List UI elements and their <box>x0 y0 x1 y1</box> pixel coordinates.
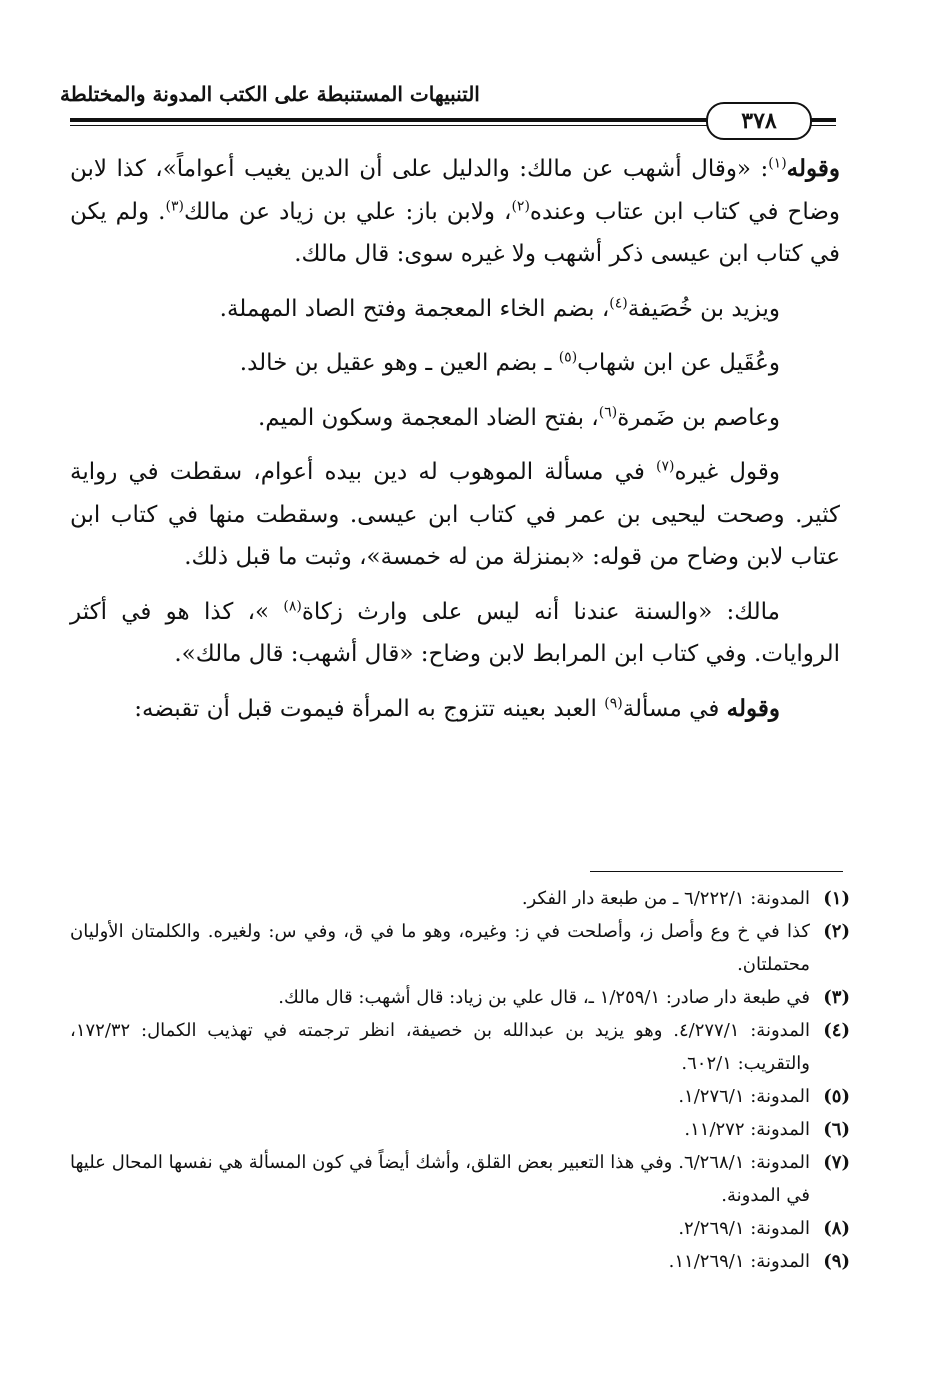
footnote-ref-7: (٧) <box>655 458 675 475</box>
paragraph-text: . ولم يكن في كتاب ابن عيسى ذكر أشهب ولا غيره سوى: قال مالك. <box>70 198 840 267</box>
footnote-number: (٥) <box>823 1086 850 1107</box>
footnote-ref-5: (٥) <box>558 349 578 366</box>
paragraph-6 <box>70 591 840 676</box>
paragraph-5 <box>70 451 840 579</box>
footnote <box>70 882 850 915</box>
running-title: التنبيهات المستنبطة على الكتب المدونة والمختلطة <box>60 82 480 106</box>
paragraph-1 <box>70 148 840 276</box>
footnote-text: المدونة: ٦/٢٢٢/١ ـ من طبعة دار الفكر. <box>521 888 810 909</box>
main-text <box>70 148 840 742</box>
footnotes <box>70 882 850 1278</box>
paragraph-4 <box>70 397 840 440</box>
footnote <box>70 1014 850 1080</box>
footnote-separator <box>590 871 843 872</box>
footnote <box>70 1212 850 1245</box>
footnote-ref-3: (٣) <box>165 197 184 214</box>
footnote-text: المدونة: ٢/٢٦٩/١. <box>678 1218 810 1239</box>
paragraph-text: وقول غيره <box>674 459 780 485</box>
footnote-ref-9: (٩) <box>604 694 623 711</box>
footnote <box>70 1080 850 1113</box>
paragraph-text: وعُقَيل عن ابن شهاب <box>577 350 780 376</box>
footnote <box>70 981 850 1014</box>
footnote-text: المدونة: ١١/٢٦٩/١. <box>668 1251 810 1272</box>
paragraph-text: »، كذا هو في أكثر الروايات. وفي كتاب ابن المرابط لابن وضاح: «قال أشهب: قال مالك». <box>70 598 840 667</box>
footnote-number: (٤) <box>823 1020 850 1041</box>
footnote-text: في طبعة دار صادر: ١/٢٥٩/١ ـ، قال علي بن زياد: قال أشهب: قال مالك. <box>278 987 810 1008</box>
paragraph-3 <box>70 342 840 385</box>
footnote-text: المدونة: ٤/٢٧٧/١. وهو يزيد بن عبدالله بن خصيفة، انظر ترجمته في تهذيب الكمال: ١٧٢/٣٢، والتقريب: ٦٠٢/١. <box>70 1020 810 1074</box>
footnote-ref-1: (١) <box>768 155 787 172</box>
paragraph-text: العبد بعينه تتزوج به المرأة فيموت قبل أن تقبضه: <box>134 695 605 722</box>
page-number: ٣٧٨ <box>706 102 812 140</box>
footnote-number: (٩) <box>823 1251 850 1272</box>
paragraph-text: ويزيد بن خُصَيفة <box>627 295 780 322</box>
footnote-text: المدونة: ١١/٢٧٢. <box>684 1119 810 1140</box>
paragraph-7 <box>70 688 840 731</box>
paragraph-text: : «وقال أشهب عن مالك: والدليل على أن الدين يغيب أعواماً»، كذا لابن وضاح في كتاب ابن عتاب وعنده <box>70 156 840 225</box>
footnote-number: (٢) <box>823 921 850 942</box>
footnote-text: كذا في خ وع وأصل ز، وأصلحت في ز: وغيره، وهو ما في ق، وفي س: ولغيره. والكلمتان الأوليان محتملتان. <box>70 921 810 975</box>
paragraph-text: ، بفتح الضاد المعجمة وسكون الميم. <box>257 404 599 431</box>
footnote-number: (٦) <box>823 1119 850 1140</box>
footnote-ref-4: (٤) <box>609 294 628 311</box>
footnote <box>70 1113 850 1146</box>
lead-word: وقوله <box>786 155 840 182</box>
footnote <box>70 1146 850 1212</box>
footnote-number: (٨) <box>823 1218 850 1239</box>
paragraph-text: في مسألة <box>622 695 727 722</box>
paragraph-text: ، ولابن باز: علي بن زياد عن مالك <box>183 198 512 225</box>
footnote-ref-8: (٨) <box>283 597 302 614</box>
footnote-ref-6: (٦) <box>598 403 618 420</box>
footnote <box>70 915 850 981</box>
lead-word: وقوله <box>726 694 780 722</box>
paragraph-2 <box>70 288 840 331</box>
footnote-number: (٧) <box>823 1152 850 1173</box>
footnote <box>70 1245 850 1278</box>
footnote-text: المدونة: ٦/٢٦٨/١. وفي هذا التعبير بعض القلق، وأشك أيضاً في كون المسألة هي نفسها المحال عليها في المدونة. <box>70 1152 810 1206</box>
footnote-number: (١) <box>823 888 850 909</box>
paragraph-text: وعاصم بن ضَمرة <box>617 404 780 431</box>
footnote-text: المدونة: ١/٢٧٦/١. <box>678 1086 810 1107</box>
paragraph-text: ، بضم الخاء المعجمة وفتح الصاد المهملة. <box>219 295 610 322</box>
footnote-ref-2: (٢) <box>511 197 530 214</box>
paragraph-text: مالك: «والسنة عندنا أنه ليس على وارث زكاة <box>301 598 781 625</box>
footnote-number: (٣) <box>823 987 850 1008</box>
paragraph-text: في مسألة الموهوب له دين بيده أعوام، سقطت في رواية كثير. وصحت ليحيى بن عمر في كتاب ابن عيسى. وسقطت منها في كتاب ابن عتاب لابن وضاح من قوله: «بمنزلة من له خمسة»، وثبت ما قبل ذلك. <box>70 459 840 570</box>
paragraph-text: ـ بضم العين ـ وهو عقيل بن خالد. <box>239 350 559 376</box>
